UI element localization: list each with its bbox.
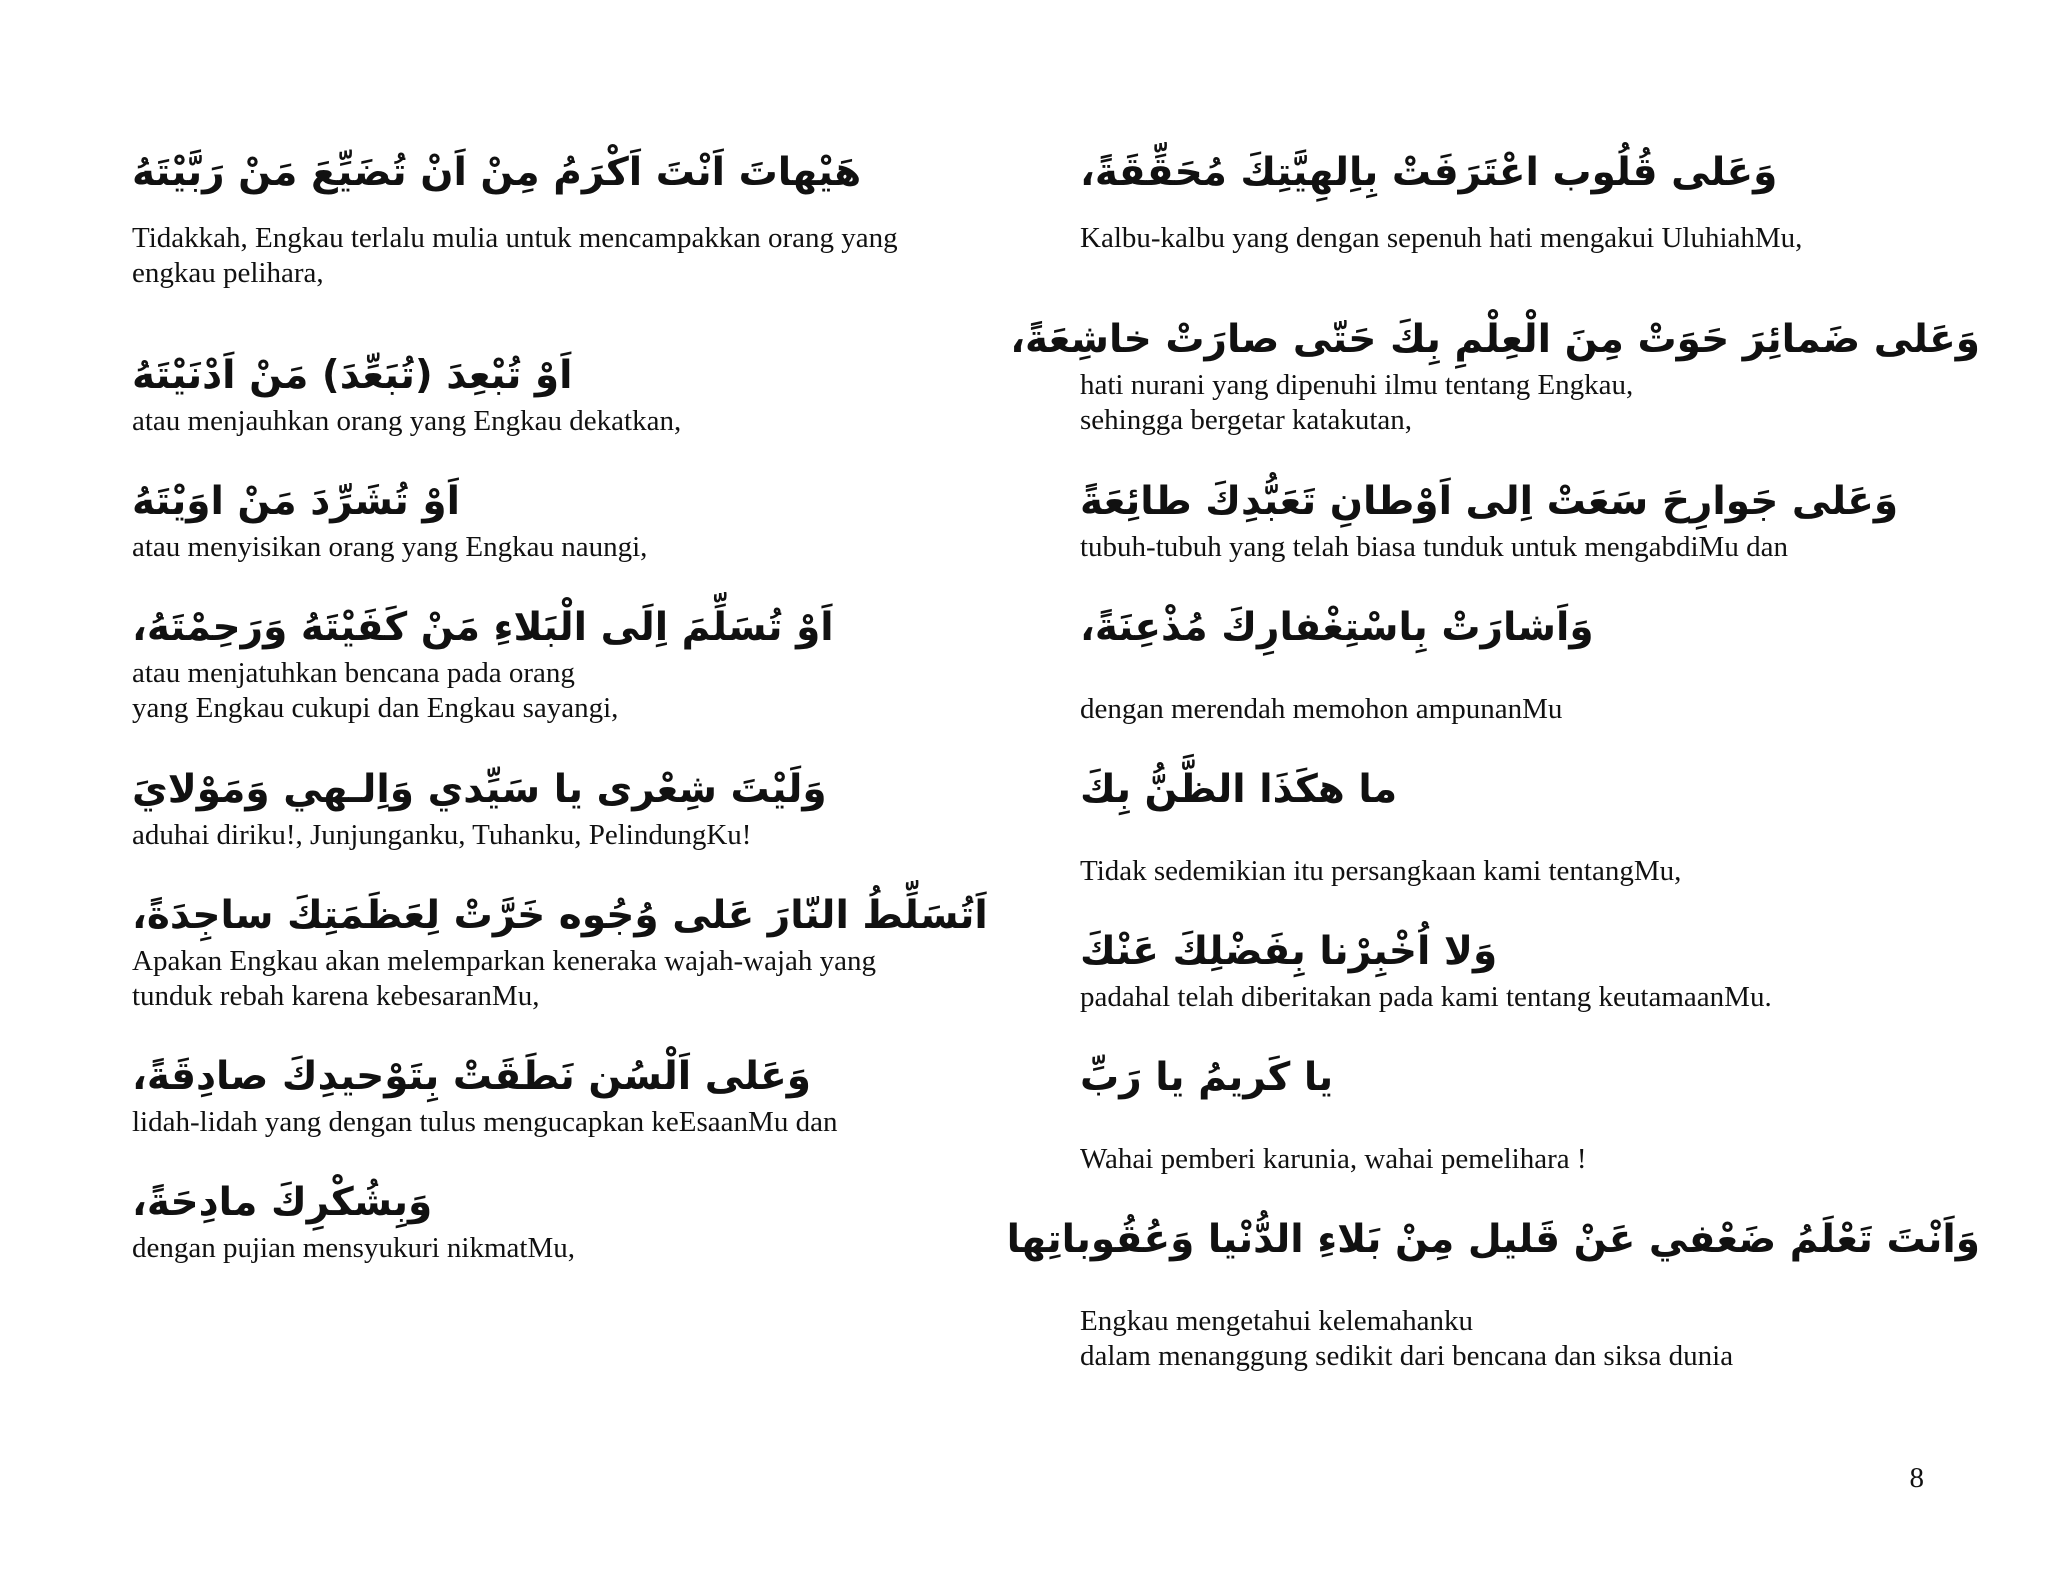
translation-line: tubuh-tubuh yang telah biasa tunduk untuk mengabdiMu dan [1080, 531, 1788, 563]
translation [132, 656, 1012, 726]
translation [132, 818, 1012, 853]
verse-block [132, 762, 1012, 853]
translation [132, 1105, 1012, 1140]
arabic-verse: وَلَيْتَ شِعْرى يا سَيِّدي وَاِلـهي وَمَوْلايَ [132, 767, 827, 812]
arabic-verse: ما هكَذَا الظَّنُّ بِكَ [1080, 767, 1398, 812]
arabic-verse: اَتُسَلِّطُ النّارَ عَلى وُجُوه خَرَّتْ لِعَظَمَتِكَ ساجِدَةً، [132, 893, 988, 938]
arabic-verse: وَعَلى قُلُوب اعْتَرَفَتْ بِاِلهِيَّتِكَ مُحَقِّقَةً، [1080, 150, 1778, 195]
translation-line: Kalbu-kalbu yang dengan sepenuh hati mengakui UluhiahMu, [1080, 222, 1803, 254]
arabic-verse: اَوْ تُسَلِّمَ اِلَى الْبَلاءِ مَنْ كَفَيْتَهُ وَرَحِمْتَهُ، [132, 605, 834, 650]
translation [1080, 221, 1980, 256]
verse-block [1080, 924, 1980, 1015]
verse-block [132, 145, 1012, 291]
arabic-verse: وَعَلى ضَمائِرَ حَوَتْ مِنَ الْعِلْمِ بِكَ حَتّى صارَتْ خاشِعَةً، [1010, 317, 1980, 362]
verse-block [1080, 762, 1980, 889]
translation [132, 221, 1012, 291]
verse-block [132, 888, 1012, 1014]
arabic-verse: وَلا اُخْبِرْنا بِفَضْلِكَ عَنْكَ [1080, 929, 1498, 974]
translation-line: Wahai pemberi karunia, wahai pemelihara ! [1080, 1143, 1587, 1175]
verse-block [1080, 600, 1980, 727]
translation [1080, 980, 1980, 1015]
verse-block [132, 348, 1012, 439]
translation-line: Tidakkah, Engkau terlalu mulia untuk mencampakkan orang yang [132, 222, 898, 254]
arabic-verse: وَبِشُكْرِكَ مادِحَةً، [132, 1180, 433, 1225]
translation-line: aduhai diriku!, Junjunganku, Tuhanku, PelindungKu! [132, 819, 752, 851]
translation-line: Tidak sedemikian itu persangkaan kami tentangMu, [1080, 855, 1682, 887]
translation-line: dengan pujian mensyukuri nikmatMu, [132, 1232, 575, 1264]
verse-block [1080, 474, 1980, 565]
translation [1080, 692, 1980, 727]
translation-line: padahal telah diberitakan pada kami tentang keutamaanMu. [1080, 981, 1772, 1013]
arabic-verse: هَيْهاتَ اَنْتَ اَكْرَمُ مِنْ اَنْ تُضَيِّعَ مَنْ رَبَّيْتَهُ [132, 150, 862, 195]
translation [1080, 1142, 1980, 1177]
translation [1080, 1304, 1980, 1374]
arabic-verse: اَوْ تُشَرِّدَ مَنْ اوَيْتَهُ [132, 479, 461, 524]
translation-line: sehingga bergetar katakutan, [1080, 404, 1413, 436]
verse-block [1006, 1212, 1980, 1374]
translation-line: Engkau mengetahui kelemahanku [1080, 1305, 1473, 1337]
translation-line: dengan merendah memohon ampunanMu [1080, 693, 1563, 725]
translation-line: dalam menanggung sedikit dari bencana dan siksa dunia [1080, 1340, 1734, 1372]
translation [132, 530, 1012, 565]
verse-block [132, 1175, 1012, 1266]
translation-line: engkau pelihara, [132, 257, 324, 289]
translation [132, 1231, 1012, 1266]
translation [1080, 530, 1980, 565]
translation [1080, 368, 1980, 438]
translation [132, 404, 1012, 439]
arabic-verse: وَعَلى جَوارِحَ سَعَتْ اِلى اَوْطانِ تَعَبُّدِكَ طائِعَةً [1080, 479, 1899, 524]
verse-block [132, 600, 1012, 726]
translation-line: atau menyisikan orang yang Engkau naungi, [132, 531, 648, 563]
translation [1080, 854, 1980, 889]
translation-line: atau menjatuhkan bencana pada orang [132, 657, 575, 689]
translation-line: lidah-lidah yang dengan tulus mengucapkan keEsaanMu dan [132, 1106, 838, 1138]
page-number: 8 [1909, 1462, 1924, 1494]
arabic-verse: وَعَلى اَلْسُن نَطَقَتْ بِتَوْحيدِكَ صادِقَةً، [132, 1054, 812, 1099]
verse-block [1080, 145, 1980, 256]
translation [132, 944, 1012, 1014]
translation-line: Apakan Engkau akan melemparkan keneraka wajah-wajah yang [132, 945, 876, 977]
translation-line: tunduk rebah karena kebesaranMu, [132, 980, 540, 1012]
translation-line: yang Engkau cukupi dan Engkau sayangi, [132, 692, 619, 724]
verse-block [1010, 312, 1980, 438]
verse-block [1080, 1050, 1980, 1177]
arabic-verse: وَاَنْتَ تَعْلَمُ ضَعْفي عَنْ قَليل مِنْ بَلاءِ الدُّنْيا وَعُقُوباتِها [1006, 1217, 1980, 1262]
verse-block [132, 1049, 1012, 1140]
arabic-verse: يا كَريمُ يا رَبِّ [1080, 1055, 1334, 1100]
translation-line: hati nurani yang dipenuhi ilmu tentang Engkau, [1080, 369, 1634, 401]
translation-line: atau menjauhkan orang yang Engkau dekatkan, [132, 405, 682, 437]
arabic-verse: اَوْ تُبْعِدَ (تُبَعِّدَ) مَنْ اَدْنَيْتَهُ [132, 353, 573, 398]
arabic-verse: وَاَشارَتْ بِاسْتِغْفارِكَ مُذْعِنَةً، [1080, 605, 1594, 650]
verse-block [132, 474, 1012, 565]
